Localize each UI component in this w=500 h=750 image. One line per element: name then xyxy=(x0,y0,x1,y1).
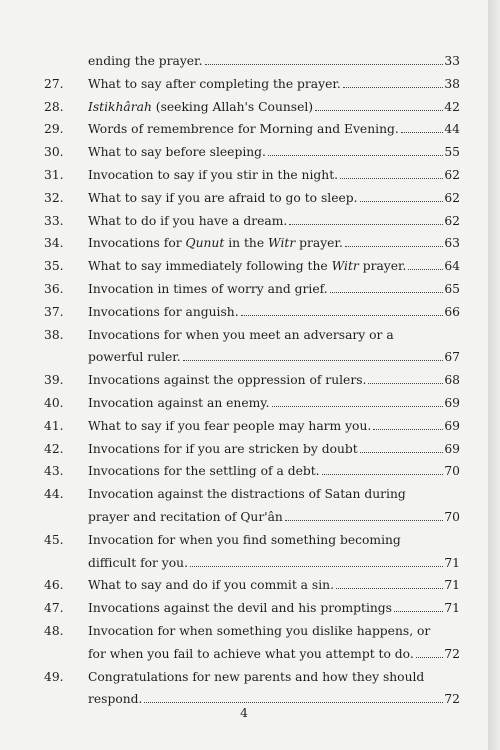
dot-leader xyxy=(368,382,443,384)
entry-title-text: Words of remembrence for Morning and Evening. xyxy=(88,122,399,137)
entry-title-text: for when you fail to achieve what you attempt to do. xyxy=(88,646,414,661)
dot-leader xyxy=(360,200,444,202)
entry-page-number: 55 xyxy=(444,145,460,160)
entry-page-number: 42 xyxy=(444,99,460,114)
dot-leader xyxy=(241,314,444,316)
entry-title-text: What to say if you fear people may harm you. xyxy=(88,418,372,433)
toc-entry-line[interactable] xyxy=(88,668,460,686)
entry-title-text: (seeking Allah's Counsel) xyxy=(151,99,314,114)
dot-leader xyxy=(190,565,443,567)
toc-entry-line[interactable] xyxy=(88,622,460,640)
entry-title-text: powerful ruler. xyxy=(88,350,181,365)
entry-number: 29. xyxy=(44,122,64,137)
entry-page-number: 33 xyxy=(444,54,460,68)
dot-leader xyxy=(360,451,444,453)
entry-title xyxy=(88,668,424,686)
entry-title-text: Invocations for if you are stricken by doubt xyxy=(88,441,358,456)
entry-page-number: 72 xyxy=(444,646,460,661)
entry-title xyxy=(88,280,328,298)
dot-leader xyxy=(330,291,444,293)
page-edge xyxy=(488,0,500,750)
toc-entry-line[interactable] xyxy=(88,234,460,252)
dot-leader xyxy=(322,473,444,475)
entry-title xyxy=(88,120,399,138)
entry-title-text: Invocation against the distractions of Satan during xyxy=(88,487,406,502)
entry-title xyxy=(88,440,358,458)
entry-title xyxy=(88,462,320,480)
entry-page-number: 70 xyxy=(444,510,460,524)
entry-number: 32. xyxy=(44,190,64,205)
dot-leader xyxy=(343,86,444,88)
entry-title xyxy=(88,622,430,640)
entry-title xyxy=(88,143,266,161)
entry-title xyxy=(88,599,392,617)
dot-leader xyxy=(205,63,444,65)
entry-title-text: ending the prayer. xyxy=(88,54,203,68)
entry-number: 41. xyxy=(44,418,64,433)
dot-leader xyxy=(183,359,444,361)
entry-title-text: difficult for you. xyxy=(88,555,188,570)
entry-number: 45. xyxy=(44,532,64,547)
entry-title-text: What to do if you have a dream. xyxy=(88,213,288,228)
entry-page-number: 69 xyxy=(444,441,460,456)
toc-entry-line[interactable] xyxy=(88,348,460,366)
toc-entry-line[interactable] xyxy=(88,417,460,435)
entry-number: 35. xyxy=(44,259,64,274)
dot-leader xyxy=(285,519,443,521)
toc-entry-line[interactable] xyxy=(88,508,460,526)
entry-title-text: What to say and do if you commit a sin. xyxy=(88,578,334,593)
entry-page-number: 70 xyxy=(444,464,460,479)
toc-entry-line[interactable] xyxy=(88,531,460,549)
entry-number: 30. xyxy=(44,145,64,160)
entry-title xyxy=(88,234,343,252)
entry-page-number: 65 xyxy=(444,282,460,296)
entry-title-text: prayer. xyxy=(358,259,407,274)
toc-entry-line[interactable] xyxy=(88,576,460,594)
entry-number: 46. xyxy=(44,578,64,593)
entry-title-text: Invocation against an enemy. xyxy=(88,396,270,410)
entry-page-number: 38 xyxy=(444,76,460,91)
entry-number: 33. xyxy=(44,213,64,228)
entry-title-text: What to say immediately following the xyxy=(88,259,332,274)
entry-number: 37. xyxy=(44,304,64,319)
toc-entry-line[interactable] xyxy=(88,303,460,321)
entry-title xyxy=(88,508,283,526)
entry-title-text: Invocation for when you find something becoming xyxy=(88,532,401,547)
dot-leader xyxy=(401,131,444,133)
entry-page-number: 64 xyxy=(444,259,460,274)
entry-page-number: 62 xyxy=(444,168,460,182)
entry-title-text: prayer. xyxy=(295,236,343,251)
toc-entry-line[interactable] xyxy=(88,599,460,617)
entry-number: 38. xyxy=(44,327,64,342)
entry-title xyxy=(88,485,406,503)
entry-number: 27. xyxy=(44,76,64,91)
entry-title xyxy=(88,326,394,344)
toc-entry-line[interactable] xyxy=(88,554,460,572)
entry-page-number: 67 xyxy=(444,350,460,365)
dot-leader xyxy=(268,154,443,156)
entry-title-text: Invocations for xyxy=(88,236,186,251)
entry-title xyxy=(88,98,313,116)
entry-title-text: Invocations for anguish. xyxy=(88,304,239,319)
entry-number: 48. xyxy=(44,624,64,638)
entry-title-text: What to say if you are afraid to go to sleep. xyxy=(88,190,358,205)
entry-page-number: 71 xyxy=(444,555,460,570)
toc-entry-line[interactable] xyxy=(88,52,460,70)
entry-title-italic: Witr xyxy=(268,236,296,251)
entry-title xyxy=(88,645,414,663)
entry-page-number: 44 xyxy=(444,122,460,137)
entry-title xyxy=(88,348,181,366)
toc-entry-line[interactable] xyxy=(88,280,460,298)
entry-page-number: 71 xyxy=(444,578,460,593)
toc-entry-line[interactable] xyxy=(88,394,460,412)
toc-entry-line[interactable] xyxy=(88,143,460,161)
entry-title-text: Congratulations for new parents and how they should xyxy=(88,669,425,684)
entry-title-text: What to say after completing the prayer. xyxy=(88,76,341,91)
entry-title xyxy=(88,554,188,572)
entry-title-text: Invocations against the oppression of rulers. xyxy=(88,373,367,388)
entry-number: 31. xyxy=(44,168,64,182)
dot-leader xyxy=(336,587,443,589)
entry-title-italic: Witr xyxy=(331,259,359,274)
toc-entry-line[interactable] xyxy=(88,212,460,230)
toc-entry-line[interactable] xyxy=(88,189,460,207)
entry-title-text: Invocations against the devil and his promptings xyxy=(88,601,392,616)
toc-entry-line[interactable] xyxy=(88,645,460,663)
toc-entry-line[interactable] xyxy=(88,440,460,458)
entry-title-text: Invocations for when you meet an adversary or a xyxy=(88,327,394,342)
toc-entry-line[interactable] xyxy=(88,98,460,116)
entry-title xyxy=(88,75,341,93)
entry-number: 39. xyxy=(44,373,64,388)
dot-leader xyxy=(373,428,443,430)
page-number: 4 xyxy=(240,706,248,720)
entry-title xyxy=(88,371,366,389)
entry-number: 44. xyxy=(44,487,64,502)
entry-number: 49. xyxy=(44,669,64,684)
toc-entry-line[interactable] xyxy=(88,462,460,480)
entry-number: 42. xyxy=(44,441,64,456)
entry-title-text: Invocation in times of worry and grief. xyxy=(88,282,328,296)
toc-entry-line[interactable] xyxy=(88,75,460,93)
entry-page-number: 72 xyxy=(444,692,460,707)
entry-title xyxy=(88,576,334,594)
entry-title-text: Invocations for the settling of a debt. xyxy=(88,464,320,479)
entry-title xyxy=(88,189,358,207)
entry-page-number: 68 xyxy=(444,373,460,388)
entry-page-number: 62 xyxy=(444,213,460,228)
entry-title xyxy=(88,52,203,70)
entry-number: 28. xyxy=(44,99,64,114)
entry-title-text: What to say before sleeping. xyxy=(88,145,266,160)
entry-page-number: 69 xyxy=(444,418,460,433)
entry-title xyxy=(88,212,287,230)
entry-title-text: respond. xyxy=(88,692,143,707)
entry-page-number: 71 xyxy=(444,601,460,616)
entry-title xyxy=(88,303,239,321)
entry-title xyxy=(88,394,270,412)
entry-title-text: Invocation to say if you stir in the night. xyxy=(88,168,339,182)
entry-title-text: prayer and recitation of Qur'ân xyxy=(88,510,283,524)
entry-number: 47. xyxy=(44,601,64,616)
dot-leader xyxy=(289,223,443,225)
entry-number: 34. xyxy=(44,236,64,251)
entry-title-italic: Qunut xyxy=(185,236,225,251)
dot-leader xyxy=(394,610,443,612)
dot-leader xyxy=(315,109,443,111)
entry-title xyxy=(88,257,406,275)
entry-number: 43. xyxy=(44,464,64,479)
entry-number: 36. xyxy=(44,282,64,296)
entry-page-number: 66 xyxy=(444,304,460,319)
entry-page-number: 69 xyxy=(444,396,460,410)
entry-title-text: in the xyxy=(224,236,269,251)
entry-number: 40. xyxy=(44,396,64,410)
entry-title-italic: Istikhârah xyxy=(88,99,152,114)
toc-entry-line[interactable] xyxy=(88,485,460,503)
entry-title xyxy=(88,417,371,435)
toc-entry-line[interactable] xyxy=(88,371,460,389)
toc-entry-line[interactable] xyxy=(88,326,460,344)
dot-leader xyxy=(408,268,443,270)
entry-title xyxy=(88,166,338,184)
toc-entry-line[interactable] xyxy=(88,257,460,275)
dot-leader xyxy=(345,245,443,247)
entry-page-number: 63 xyxy=(444,236,460,251)
dot-leader xyxy=(144,701,443,703)
toc-entry-line[interactable] xyxy=(88,120,460,138)
entry-title-text: Invocation for when something you dislike happens, or xyxy=(88,624,431,638)
dot-leader xyxy=(340,177,443,179)
entry-title xyxy=(88,531,401,549)
entry-page-number: 62 xyxy=(444,190,460,205)
dot-leader xyxy=(416,656,444,658)
dot-leader xyxy=(272,405,444,407)
toc-entry-line[interactable] xyxy=(88,166,460,184)
